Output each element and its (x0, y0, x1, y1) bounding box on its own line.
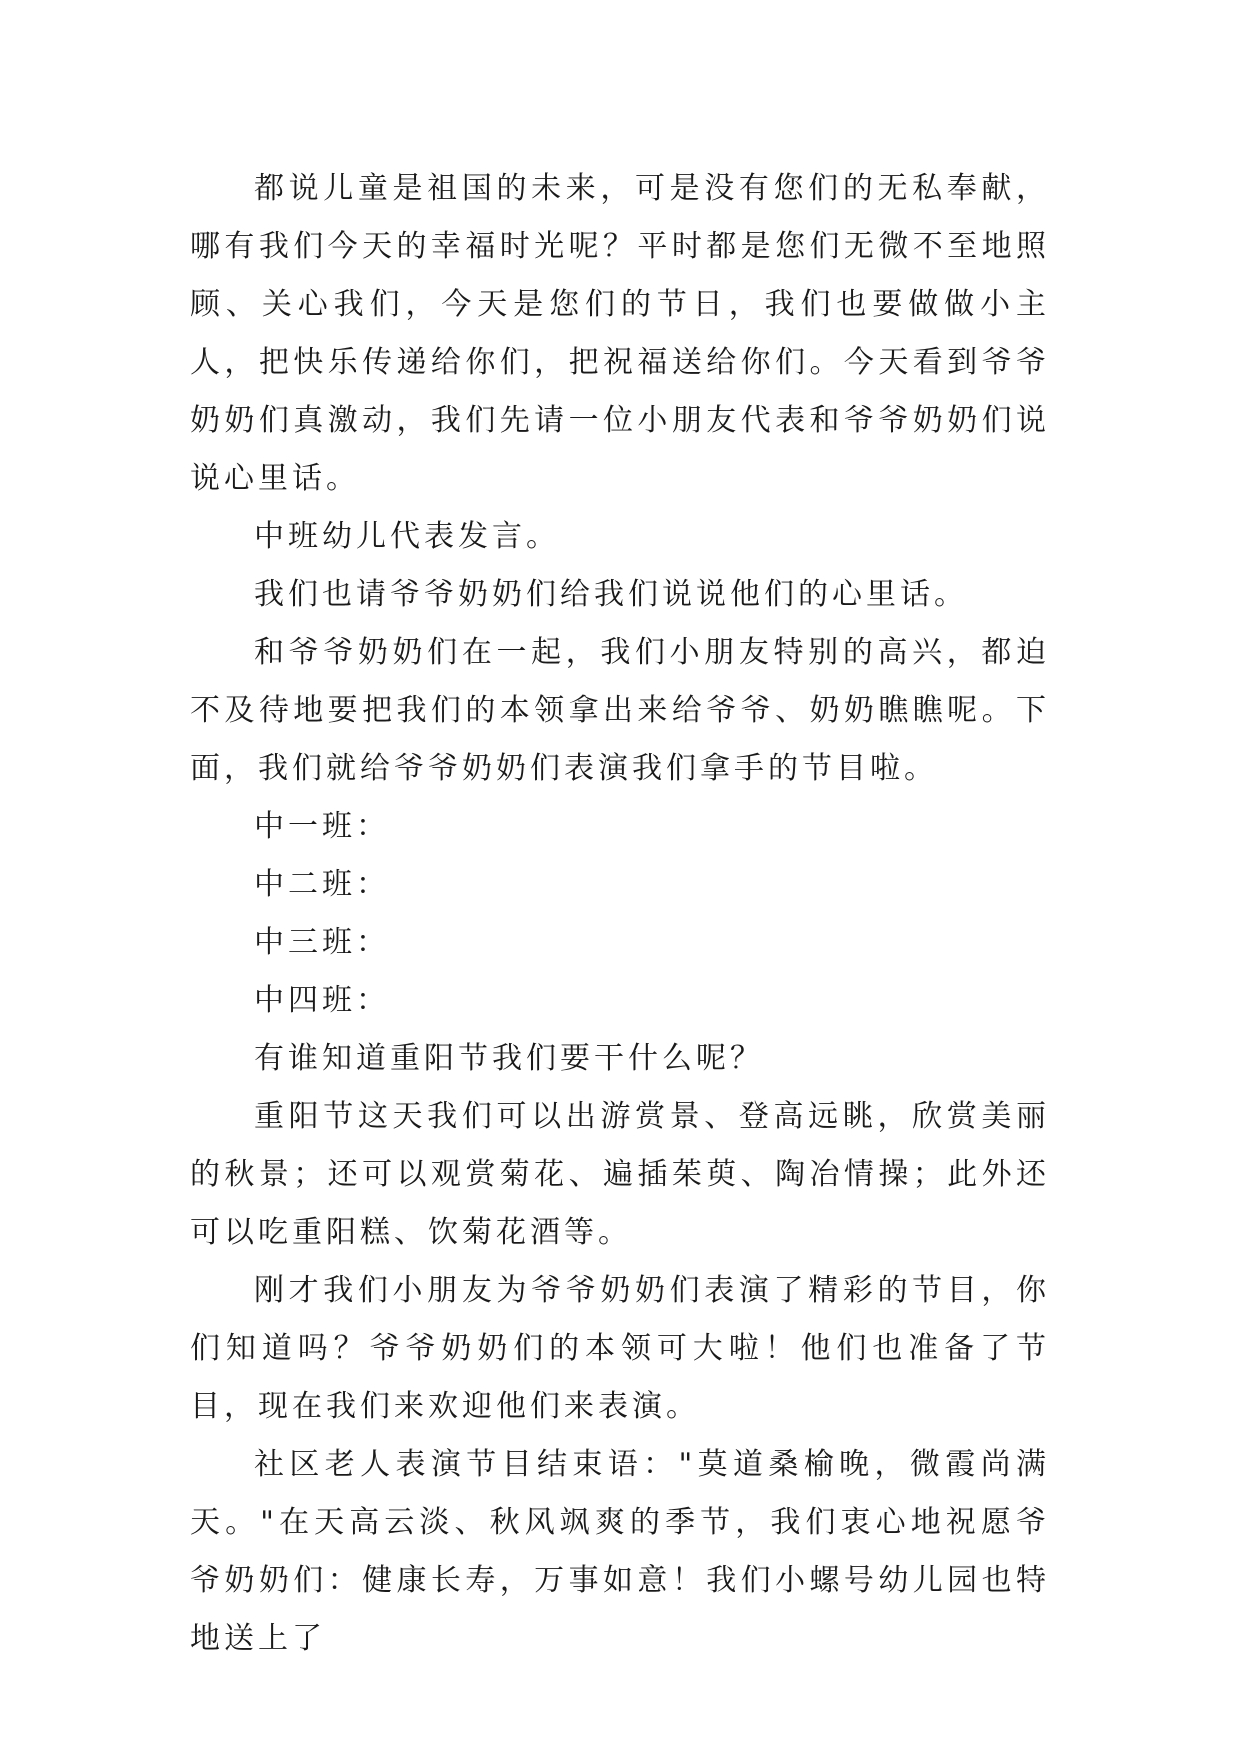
paragraph: 有谁知道重阳节我们要干什么呢？ (254, 1041, 764, 1076)
paragraph: 中四班： (254, 983, 390, 1018)
paragraph: 我们也请爷爷奶奶们给我们说说他们的心里话。 (254, 577, 968, 612)
paragraph: 重阳节这天我们可以出游赏景、登高远眺，欣赏美丽的秋景；还可以观赏菊花、遍插茱萸、陶冶情操；此外还可以吃重阳糕、饮菊花酒等。 (190, 1099, 1050, 1250)
paragraph: 刚才我们小朋友为爷爷奶奶们表演了精彩的节目，你们知道吗？爷爷奶奶们的本领可大啦！他们也准备了节目，现在我们来欢迎他们来表演。 (190, 1273, 1050, 1424)
paragraph: 中班幼儿代表发言。 (254, 519, 560, 554)
paragraph: 中三班： (254, 925, 390, 960)
paragraph: 都说儿童是祖国的未来，可是没有您们的无私奉献，哪有我们今天的幸福时光呢？平时都是您们无微不至地照顾、关心我们，今天是您们的节日，我们也要做做小主人，把快乐传递给你们，把祝福送给你们。今天看到爷爷奶奶们真激动，我们先请一位小朋友代表和爷爷奶奶们说说心里话。 (190, 171, 1050, 496)
paragraph: 中一班： (254, 809, 390, 844)
document-body (190, 160, 1050, 1668)
paragraph: 和爷爷奶奶们在一起，我们小朋友特别的高兴，都迫不及待地要把我们的本领拿出来给爷爷、奶奶瞧瞧呢。下面，我们就给爷爷奶奶们表演我们拿手的节目啦。 (190, 635, 1050, 786)
paragraph: 社区老人表演节目结束语："莫道桑榆晚，微霞尚满天。"在天高云淡、秋风飒爽的季节，我们衷心地祝愿爷爷奶奶们：健康长寿，万事如意！我们小螺号幼儿园也特地送上了 (190, 1447, 1050, 1656)
paragraph: 中二班： (254, 867, 390, 902)
